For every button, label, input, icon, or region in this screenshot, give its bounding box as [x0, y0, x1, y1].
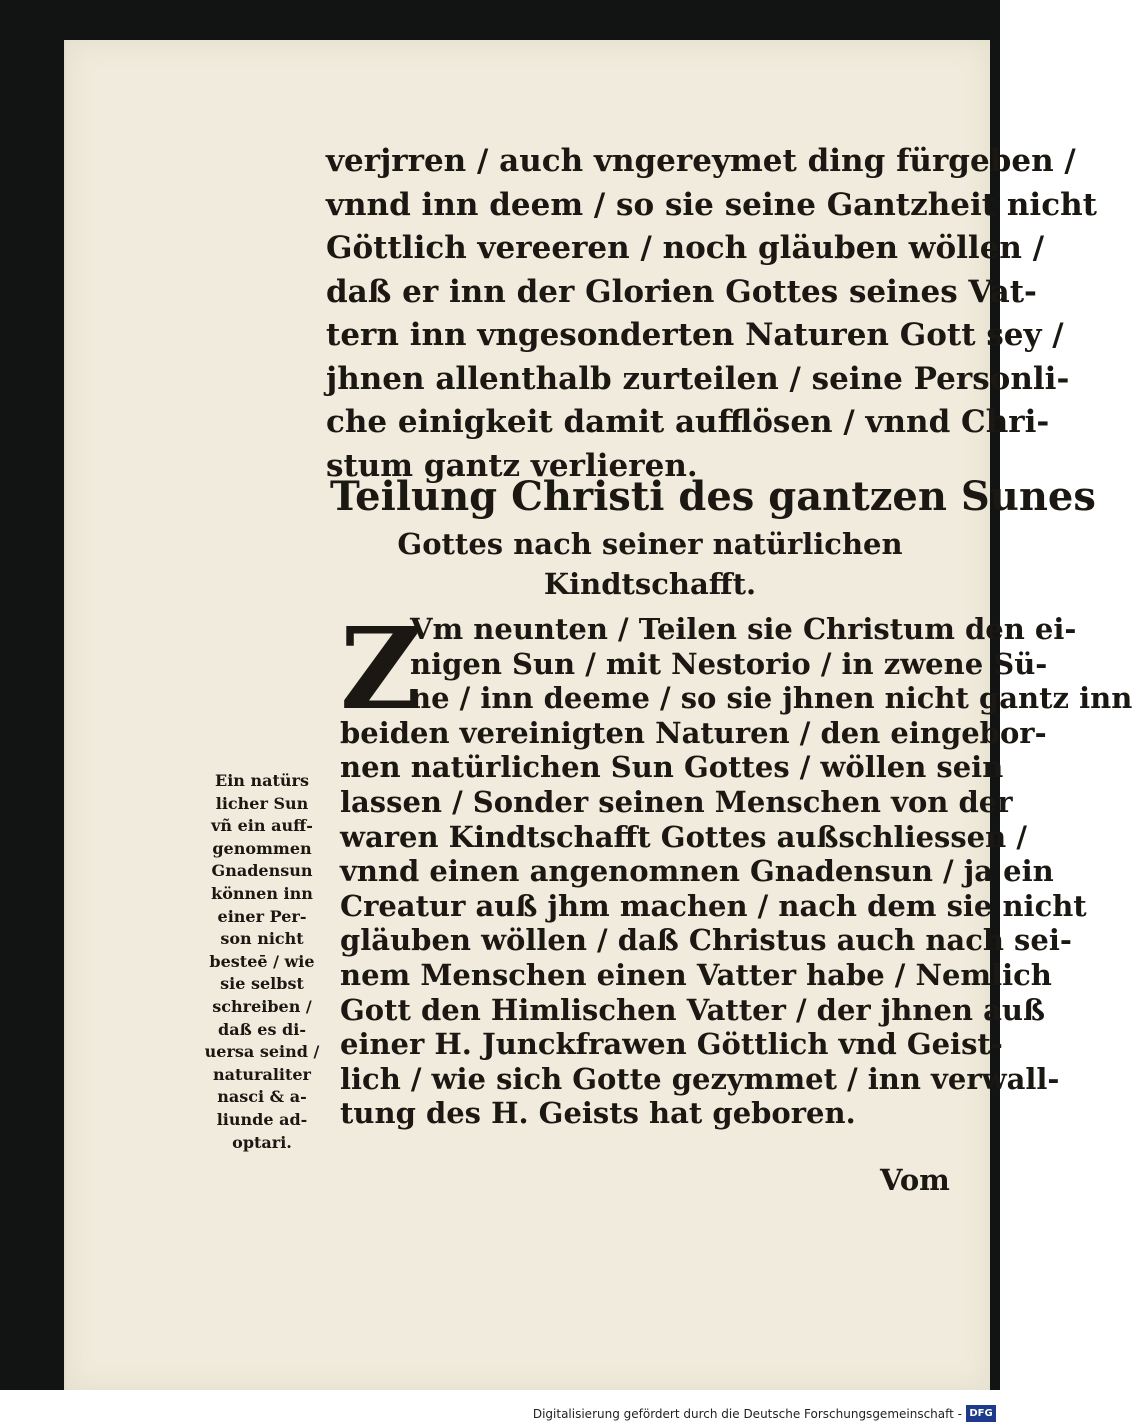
margin-line: son nicht — [220, 929, 304, 949]
paragraph-line: Vm neunten / Teilen sie Christum den ei- — [410, 612, 1077, 646]
text-line: Göttlich vereeren / noch gläuben wöllen / — [326, 230, 1045, 266]
paragraph-line: einer H. Junckfrawen Göttlich vnd Geist- — [340, 1027, 1003, 1062]
margin-line: nasci & a- — [217, 1087, 307, 1107]
paragraph-line: beiden vereinigten Naturen / den eingebor- — [340, 715, 1047, 750]
margin-line: einer Per- — [217, 906, 307, 926]
text-line: jhnen allenthalb zurteilen / seine Personli- — [326, 360, 1070, 397]
funding-credit: Digitalisierung gefördert durch die Deutsche Forschungsgemeinschaft - — [532, 1407, 962, 1421]
margin-line: können inn — [211, 883, 313, 903]
margin-line: liunde ad- — [216, 1109, 308, 1129]
paragraph-line: waren Kindtschafft Gottes außschliessen / — [340, 819, 1027, 854]
top-text-block — [326, 140, 1097, 488]
paragraph-line: Creatur auß jhm machen / nach dem sie nicht — [340, 888, 1087, 923]
paragraph-line: lassen / Sonder seinen Menschen von der — [340, 784, 1013, 819]
margin-line: optari. — [232, 1132, 292, 1152]
paragraph-line: nem Menschen einen Vatter habe / Nemlich — [340, 957, 1052, 992]
heading-line-3: Kindtschafft. — [543, 567, 757, 601]
paragraph-line: tung des H. Geists hat geboren. — [340, 1096, 856, 1131]
paragraph-line: ne / inn deeme / so sie jhnen nicht gantz inn — [410, 681, 1132, 716]
paragraph-line: nen natürlichen Sun Gottes / wöllen sein — [340, 750, 1004, 785]
margin-line: besteē / wie — [209, 951, 315, 971]
margin-line: Gnadensun — [211, 861, 313, 881]
text-line: tern inn vngesonderten Naturen Gott sey / — [326, 317, 1064, 353]
margin-line: Ein natürs — [215, 771, 309, 790]
paragraph-line: lich / wie sich Gotte gezymmet / inn verwall- — [340, 1061, 1060, 1096]
drop-capital: Z — [340, 604, 422, 735]
text-line: stum gantz verlieren. — [326, 447, 698, 484]
marginal-note — [204, 770, 320, 1154]
text-line: daß er inn der Glorien Gottes seines Vat- — [326, 273, 1037, 310]
paragraph-line: vnnd einen angenomnen Gnadensun / ja ein — [340, 854, 1054, 889]
paragraph-line: Gott den Himlischen Vatter / der jhnen auß — [340, 992, 1045, 1027]
margin-line: vñ ein auff- — [211, 816, 313, 836]
heading-line-1: Teilung Christi des gantzen Sunes — [330, 473, 1096, 520]
margin-line: daß es di- — [218, 1019, 306, 1039]
paragraph-line: nigen Sun / mit Nestorio / in zwene Sü- — [410, 646, 1048, 681]
catchword: Vom — [880, 1163, 950, 1197]
margin-line: genommen — [212, 838, 312, 858]
paragraph-line: gläuben wöllen / daß Christus auch nach sei- — [340, 923, 1072, 958]
dfg-logo[interactable]: DFG — [966, 1405, 996, 1422]
margin-line: schreiben / — [212, 996, 312, 1016]
text-line: vnnd inn deem / so sie seine Gantzheit nicht — [326, 186, 1097, 223]
heading-line-2: Gottes nach seiner natürlichen — [397, 527, 903, 561]
margin-line: naturaliter — [213, 1064, 311, 1084]
margin-line: sie selbst — [220, 974, 304, 994]
margin-line: uersa seind / — [204, 1042, 320, 1062]
text-line: verjrren / auch vngereymet ding fürgeben / — [326, 143, 1076, 179]
section-heading — [330, 470, 1096, 604]
text-line: che einigkeit damit aufflösen / vnnd Chri- — [326, 404, 1050, 440]
main-paragraph — [340, 604, 1132, 1131]
margin-line: licher Sun — [215, 793, 309, 813]
